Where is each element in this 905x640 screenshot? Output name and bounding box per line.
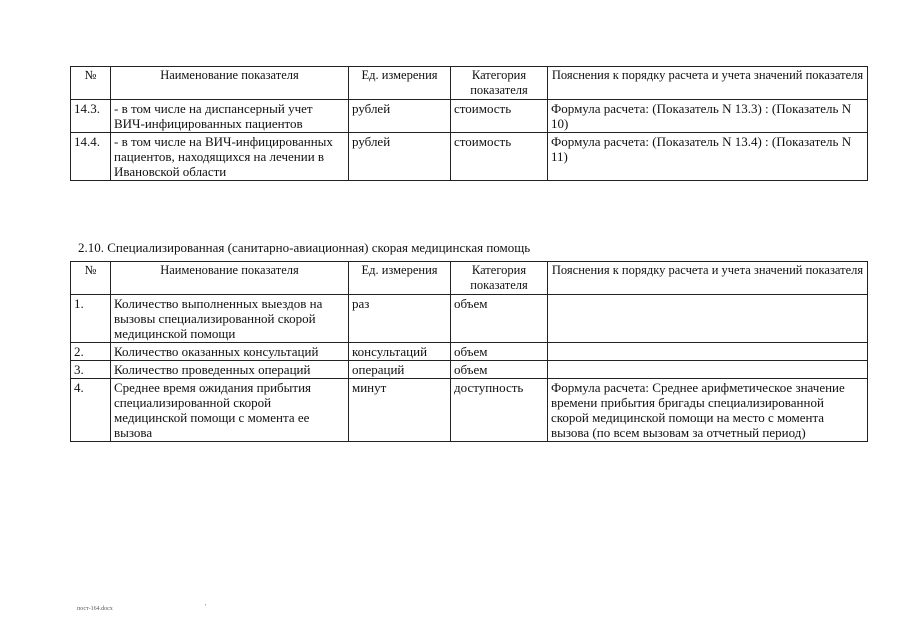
row-unit: рублей (349, 133, 451, 181)
row-unit: раз (349, 295, 451, 343)
row-explanation (548, 295, 868, 343)
col-header-num: № (71, 67, 111, 100)
row-category: объем (451, 295, 548, 343)
col-header-name: Наименование показателя (111, 67, 349, 100)
table-row (71, 100, 868, 133)
table-air-ambulance (70, 261, 868, 442)
table-row (71, 361, 868, 379)
col-header-unit: Ед. измерения (349, 67, 451, 100)
table-row (71, 295, 868, 343)
row-unit: консультаций (349, 343, 451, 361)
table-row (71, 343, 868, 361)
col-header-name: Наименование показателя (111, 262, 349, 295)
row-name: Количество проведенных операций (111, 361, 349, 379)
row-explanation (548, 343, 868, 361)
row-num: 2. (71, 343, 111, 361)
row-unit: операций (349, 361, 451, 379)
col-header-category: Категория показателя (451, 262, 548, 295)
row-num: 4. (71, 379, 111, 442)
row-num: 3. (71, 361, 111, 379)
row-explanation: Формула расчета: (Показатель N 13.3) : (Показатель N 10) (548, 100, 868, 133)
row-unit: рублей (349, 100, 451, 133)
row-name: Среднее время ожидания прибытия специализированной скорой медицинской помощи с момента ее вызова (111, 379, 349, 442)
row-category: объем (451, 343, 548, 361)
row-name: - в том числе на диспансерный учет ВИЧ-инфицированных пациентов (111, 100, 349, 133)
row-category: объем (451, 361, 548, 379)
row-category: стоимость (451, 133, 548, 181)
row-explanation: Формула расчета: Среднее арифметическое значение времени прибытия бригады специализированной скорой медицинской помощи на место с момента вызова (по всем вызовам за отчетный период) (548, 379, 868, 442)
col-header-num: № (71, 262, 111, 295)
footer-filename: пост-164.docx (77, 606, 113, 612)
row-num: 1. (71, 295, 111, 343)
row-explanation (548, 361, 868, 379)
table-header-row (71, 262, 868, 295)
scan-mark: ' (205, 603, 207, 611)
table-row (71, 133, 868, 181)
row-category: доступность (451, 379, 548, 442)
row-name: Количество оказанных консультаций (111, 343, 349, 361)
section-title: 2.10. Специализированная (санитарно-авиационная) скорая медицинская помощь (78, 240, 531, 255)
table-row (71, 379, 868, 442)
col-header-explanation: Пояснения к порядку расчета и учета значений показателя (548, 262, 868, 295)
row-name: - в том числе на ВИЧ-инфицированных пациентов, находящихся на лечении в Ивановской области (111, 133, 349, 181)
table-indicators-14 (70, 66, 868, 181)
col-header-category: Категория показателя (451, 67, 548, 100)
col-header-unit: Ед. измерения (349, 262, 451, 295)
row-category: стоимость (451, 100, 548, 133)
table-header-row (71, 67, 868, 100)
row-num: 14.4. (71, 133, 111, 181)
col-header-explanation: Пояснения к порядку расчета и учета значений показателя (548, 67, 868, 100)
row-unit: минут (349, 379, 451, 442)
row-name: Количество выполненных выездов на вызовы специализированной скорой медицинской помощи (111, 295, 349, 343)
row-explanation: Формула расчета: (Показатель N 13.4) : (Показатель N 11) (548, 133, 868, 181)
row-num: 14.3. (71, 100, 111, 133)
